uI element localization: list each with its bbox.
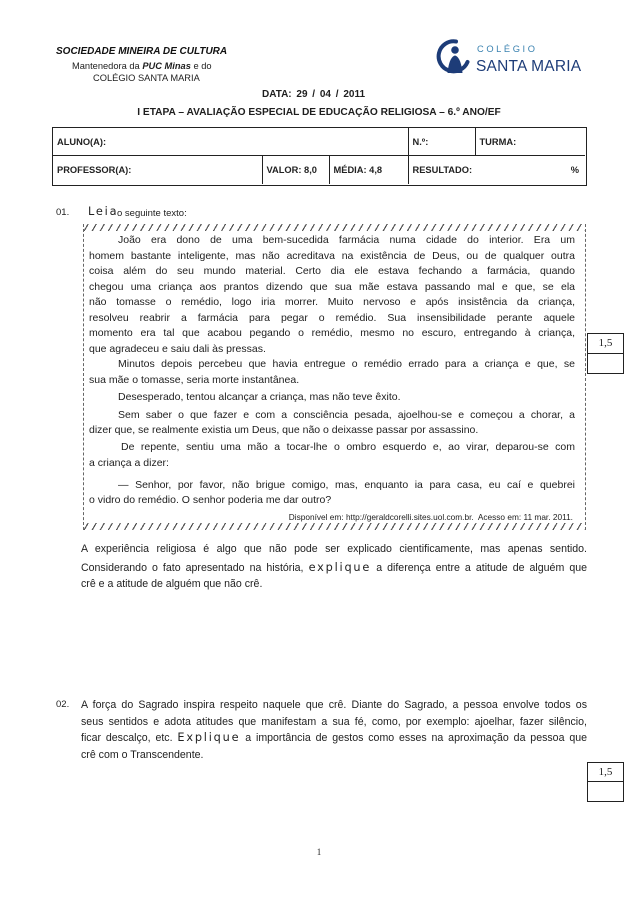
value-label: VALOR:: [266, 165, 302, 175]
question-1-score: 1,5: [588, 334, 623, 354]
prompt-text: a importância de gestos como esses na aproximação da pessoa que: [245, 732, 587, 745]
passage-line: resolveu reabrir a farmácia para pegar o remédio. Sua insensibilidade perante aquele: [89, 311, 575, 324]
question-1-score-box: [587, 333, 624, 374]
percent-symbol: %: [570, 165, 579, 175]
prompt-line: A experiência religiosa é algo que não pode ser explicado cientificamente, mas apenas sentido.: [81, 543, 587, 555]
passage-line: o vidro do remédio. O senhor poderia me dar outro?: [89, 494, 332, 506]
passage-line: Minutos depois percebeu que havia entregue o remédio errado para a criança e que, se: [118, 358, 575, 370]
student-info-table: [52, 127, 587, 186]
logo-wordmark-top: COLÉGIO: [477, 44, 538, 54]
passage-paragraph: [89, 233, 575, 357]
passage-line: que agradeceu e saiu dali às pressas.: [89, 342, 266, 355]
maintainer-line: [72, 61, 212, 71]
passage-line: sua mãe o tomasse, seria morte instantânea.: [89, 373, 300, 386]
number-field: [409, 128, 476, 156]
prompt-line: crê e a atitude de alguém que não crê.: [81, 578, 263, 590]
organization-name: SOCIEDADE MINEIRA DE CULTURA: [56, 46, 228, 57]
passage-paragraph: [89, 390, 575, 406]
prompt-line: A força do Sagrado inspira respeito naquele que crê. Diante do Sagrado, a pessoa envolve todos os: [81, 699, 587, 711]
prompt-text: a diferença entre a atitude de alguém que: [376, 561, 587, 574]
passage-line: dizer que, se realmente existia um Deus, que não o deixasse passar por assassino.: [89, 424, 479, 436]
page-number: 1: [316, 847, 322, 857]
passage-paragraph: [89, 478, 575, 509]
question-2-score: 1,5: [588, 763, 623, 782]
passage-frame-bottom-border: [84, 523, 585, 530]
question-1-instruction-keyword: Leia: [88, 205, 119, 218]
student-label: ALUNO(A):: [57, 137, 107, 147]
maintainer-suffix: e do: [193, 61, 212, 71]
question-1-number: 01.: [56, 207, 70, 218]
passage-paragraph: [89, 408, 575, 439]
maintainer-prefix: Mantenedora da: [72, 61, 140, 71]
passage-line: homem bastante inteligente, mas não acreditava na existência de Deus, ou de qualquer outra: [89, 249, 575, 262]
passage-line: a criança a dizer:: [89, 456, 169, 469]
question-1-prompt: [81, 541, 587, 594]
prompt-text: ficar descalço, etc.: [81, 732, 173, 745]
date-label: DATA:: [262, 89, 292, 100]
teacher-label: PROFESSOR(A):: [57, 165, 132, 175]
passage-frame-top-border: [84, 224, 585, 231]
prompt-line: crê com o Transcendente.: [81, 749, 204, 762]
passage-text: [89, 233, 575, 509]
prompt-line: [81, 559, 587, 577]
result-field: [409, 156, 586, 184]
class-field: [476, 128, 586, 156]
passage-line: não tomasse o remédio, logo iria morrer. Muito nervoso e após insistência da criança,: [89, 296, 575, 308]
maintainer-emphasis: PUC Minas: [142, 61, 191, 71]
date-value: 29 / 04 / 2011: [296, 89, 366, 100]
passage-source: Disponível em: http://geraldcorelli.sites.uol.com.br. Acesso em: 11 mar. 2011.: [288, 512, 573, 522]
student-field: [53, 128, 409, 156]
prompt-keyword: Explique: [177, 731, 241, 745]
logo-wordmark-main: SANTA MARIA: [476, 58, 582, 75]
class-label: TURMA:: [479, 137, 517, 147]
passage-line: De repente, sentiu uma mão a tocar-lhe o ombro esquerdo e, ao virar, deparou-se com: [121, 441, 575, 453]
passage-line: coisa além do seu mundo material. Certo dia ele estava fechando a farmácia, quando: [89, 265, 575, 277]
prompt-keyword: explique: [308, 560, 372, 574]
prompt-text: Considerando o fato apresentado na história,: [81, 561, 304, 574]
average-amount: 4,8: [369, 165, 383, 175]
number-label: N.º:: [412, 137, 429, 147]
teacher-field: [53, 156, 263, 184]
exam-date: [262, 89, 365, 100]
result-label: RESULTADO:: [412, 165, 473, 175]
passage-line: — Senhor, por favor, não brigue comigo, mas, enquanto ia para casa, eu caí e quebrei: [118, 478, 575, 491]
school-name: COLÉGIO SANTA MARIA: [93, 73, 200, 83]
question-2-number: 02.: [56, 699, 70, 710]
prompt-line: seus sentidos e adota atitudes que manifestam a sua fé, como, por exemplo: ajoelhar, fazer silêncio,: [81, 715, 587, 728]
value-field: [263, 156, 330, 184]
exam-title: I ETAPA – AVALIAÇÃO ESPECIAL DE EDUCAÇÃO RELIGIOSA – 6.º ANO/EF: [137, 107, 501, 118]
question-2-prompt: [81, 697, 587, 764]
average-field: [330, 156, 409, 184]
question-2-score-box: [587, 762, 624, 802]
passage-line: João era dono de uma bem-sucedida farmácia numa cidade do interior. Era um: [118, 234, 575, 246]
passage-line: Sem saber o que fazer e com a consciência pesada, ajoelhou-se e começou a chorar, a: [118, 408, 575, 421]
passage-paragraph: [89, 357, 575, 388]
passage-line: momento era tal que acabou pegando o remédio, mesmo no escuro, entregando à criança,: [89, 327, 575, 339]
passage-paragraph: [89, 440, 575, 471]
school-emblem-icon: [436, 38, 470, 76]
question-1-instruction: o seguinte texto:: [117, 208, 187, 219]
value-amount: 8,0: [304, 165, 317, 175]
average-label: MÉDIA:: [333, 165, 367, 175]
prompt-line: [81, 730, 587, 747]
passage-line: chegou uma criança aos prantos dizendo que sua mãe estava passando mal e que, se ela: [89, 280, 575, 293]
passage-line: Desesperado, tentou alcançar a criança, mas não teve êxito.: [118, 390, 401, 403]
